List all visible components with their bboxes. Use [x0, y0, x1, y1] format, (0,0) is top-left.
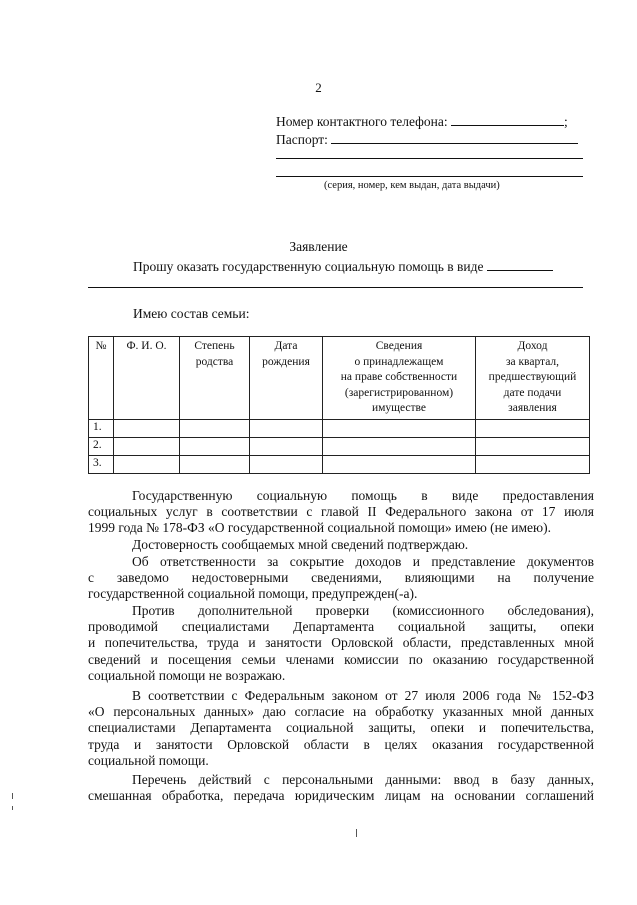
header-relation: Степень родства — [180, 337, 250, 420]
cell-fio[interactable] — [114, 437, 180, 455]
passport-line-2[interactable] — [276, 158, 583, 159]
cell-property[interactable] — [323, 419, 476, 437]
paragraph-data-actions: Перечень действий с персональными данными: ввод в базу данных, смешанная обработка, передача юридическим лицам на основании соглашений — [88, 772, 594, 804]
passport-line-3[interactable] — [276, 176, 583, 177]
paragraph-responsibility: Об ответственности за сокрытие доходов и представление документов с заведомо недостоверными сведениями, влияющими на получение государственной социальной помощи, предупрежден(-а). — [88, 554, 594, 602]
cell-income[interactable] — [476, 455, 590, 473]
paragraph-verification: Против дополнительной проверки (комиссионного обследования), проводимой специалистами Департамента социальной защиты, опеки и попечительства, труда и занятости Орловской области, представленных мной сведений и посещения семьи членами комиссии по оказанию государственной социальной помощи не возражаю. — [88, 603, 594, 683]
header-property: Сведения о принадлежащем на праве собственности (зарегистрированном) имуществе — [323, 337, 476, 420]
phone-tail: ; — [564, 114, 568, 129]
row-number: 3. — [89, 455, 114, 473]
cell-property[interactable] — [323, 437, 476, 455]
passport-field-row — [276, 130, 578, 148]
family-table-header — [89, 337, 590, 420]
header-fio: Ф. И. О. — [114, 337, 180, 420]
header-income: Доход за квартал, предшествующий дате подачи заявления — [476, 337, 590, 420]
row-number: 2. — [89, 437, 114, 455]
phone-field-row — [276, 112, 568, 130]
passport-caption: (серия, номер, кем выдан, дата выдачи) — [324, 180, 500, 191]
header-birth-date: Дата рождения — [250, 337, 323, 420]
cell-fio[interactable] — [114, 419, 180, 437]
phone-label: Номер контактного телефона: — [276, 114, 448, 129]
page-number: 2 — [315, 80, 322, 95]
passport-blank[interactable] — [331, 130, 578, 144]
paragraph-social-services: Государственную социальную помощь в виде предоставления социальных услуг в соответствии с главой II Федерального закона от 17 июля 1999 года № 178-ФЗ «О государственной социальной помощи» имею (не имею). — [88, 488, 594, 536]
cell-relation[interactable] — [180, 419, 250, 437]
cell-income[interactable] — [476, 419, 590, 437]
paragraph-personal-data-consent: В соответствии с Федеральным законом от 27 июля 2006 года № 152-ФЗ «О персональных данных» даю согласие на обработку указанных мной данных специалистами Департамента социальной защиты, опеки и попечительства, труда и занятости Орловской области в целях оказания государственной социальной помощи. — [88, 688, 594, 768]
cell-birth-date[interactable] — [250, 455, 323, 473]
document-title: Заявление — [289, 239, 348, 254]
cell-relation[interactable] — [180, 437, 250, 455]
cell-property[interactable] — [323, 455, 476, 473]
cell-fio[interactable] — [114, 455, 180, 473]
row-number: 1. — [89, 419, 114, 437]
header-num: № — [89, 337, 114, 420]
family-table — [88, 336, 590, 474]
scan-mark — [12, 793, 13, 799]
cell-birth-date[interactable] — [250, 419, 323, 437]
scan-mark — [12, 806, 13, 810]
family-label: Имею состав семьи: — [133, 306, 250, 321]
cell-income[interactable] — [476, 437, 590, 455]
table-row — [89, 419, 590, 437]
request-blank[interactable] — [487, 257, 553, 271]
table-row — [89, 455, 590, 473]
cell-birth-date[interactable] — [250, 437, 323, 455]
paragraph-accuracy: Достоверность сообщаемых мной сведений подтверждаю. — [132, 537, 469, 552]
passport-label: Паспорт: — [276, 132, 328, 147]
table-row — [89, 437, 590, 455]
scan-mark — [356, 829, 357, 837]
request-line-2[interactable] — [88, 287, 583, 288]
cell-relation[interactable] — [180, 455, 250, 473]
request-row — [133, 257, 553, 275]
request-text: Прошу оказать государственную социальную помощь в виде — [133, 259, 484, 274]
phone-blank[interactable] — [451, 112, 564, 126]
